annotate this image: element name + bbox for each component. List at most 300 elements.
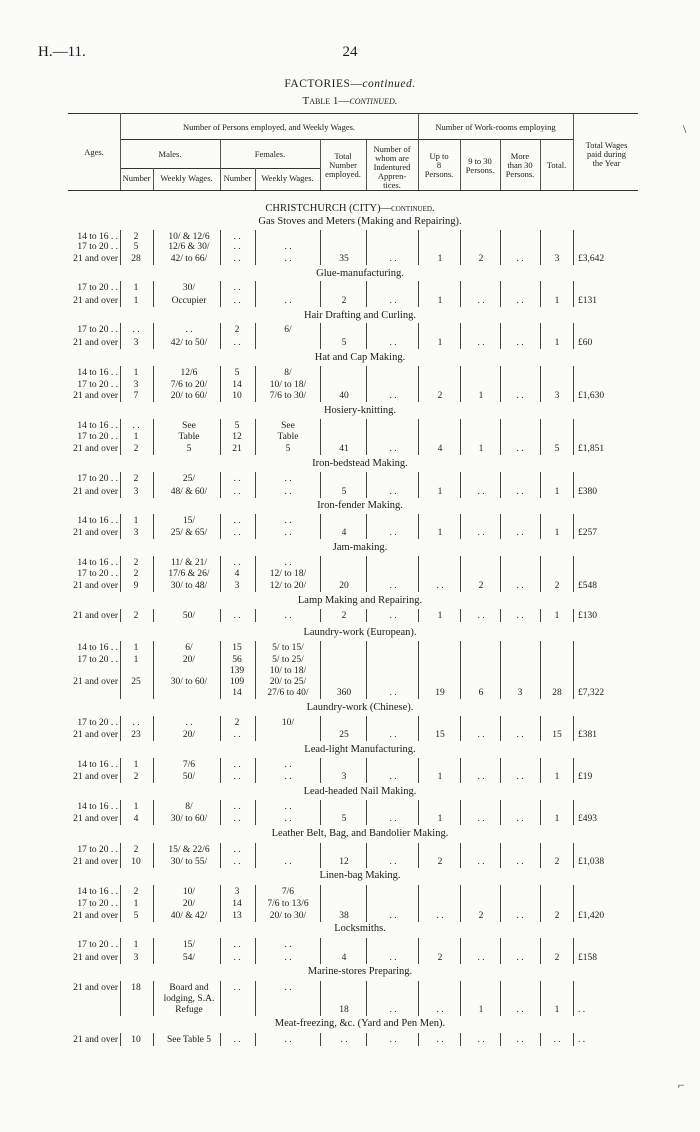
row-separator <box>460 609 461 622</box>
cell-m-wage: 5 <box>186 444 192 454</box>
cell-wages: £1,851 <box>578 444 605 454</box>
col-header-persons-group: Number of Persons employed, and Weekly Wages. <box>182 122 356 132</box>
row-separator <box>418 800 419 825</box>
row-separator <box>500 758 501 783</box>
cell-tot: 1 <box>554 772 560 782</box>
cell-n9-30: . . <box>477 953 485 963</box>
cell-m-wage: 7/6 to 20/ <box>170 380 208 390</box>
cell-ages: 21 and over <box>73 611 118 621</box>
row-separator <box>573 981 574 1016</box>
cell-up8: 4 <box>437 444 443 454</box>
row-separator <box>500 609 501 622</box>
row-separator <box>320 556 321 592</box>
cell-gt30: . . <box>516 1035 524 1045</box>
cell-m-num: 3 <box>133 380 139 390</box>
cell-n9-30: 1 <box>478 1005 484 1015</box>
cell-tot: 3 <box>554 254 560 264</box>
cell-f-num: . . <box>233 516 241 526</box>
cell-f-num: 2 <box>234 718 240 728</box>
row-separator <box>153 230 154 265</box>
cell-ages: 21 and over <box>73 911 118 921</box>
cell-f-wage: . . <box>284 1035 292 1045</box>
cell-ages: 14 to 16 . . <box>77 643 118 653</box>
cell-ages: 21 and over <box>73 983 118 993</box>
row-separator <box>220 281 221 307</box>
cell-ages: 17 to 20 . . <box>77 718 118 728</box>
row-separator <box>366 758 367 783</box>
cell-up8: 1 <box>437 611 443 621</box>
row-separator <box>320 1033 321 1046</box>
row-separator <box>220 230 221 265</box>
cell-up8: 1 <box>437 338 443 348</box>
cell-n9-30: 1 <box>478 444 484 454</box>
row-separator <box>366 843 367 868</box>
cell-m-num: 1 <box>133 432 139 442</box>
row-separator <box>320 366 321 402</box>
cell-m-num: 2 <box>133 887 139 897</box>
cell-up8: 1 <box>437 528 443 538</box>
cell-f-num: 5 <box>234 421 240 431</box>
row-separator <box>255 514 256 539</box>
row-separator <box>220 716 221 741</box>
row-separator <box>573 419 574 455</box>
cell-f-num: . . <box>233 983 241 993</box>
row-separator <box>120 843 121 868</box>
col-header-apprentices-line: tices. <box>383 180 401 190</box>
industry-title: Laundry-work (European). <box>303 627 417 638</box>
cell-f-num: . . <box>233 487 241 497</box>
row-separator <box>540 556 541 592</box>
row-separator <box>366 556 367 592</box>
cell-f-wage: 7/6 to 13/6 <box>267 899 309 909</box>
row-separator <box>153 556 154 592</box>
cell-m-num: 25 <box>131 677 141 687</box>
cell-tot: . . <box>553 1035 561 1045</box>
row-separator <box>220 514 221 539</box>
cell-gt30: 3 <box>517 688 523 698</box>
row-separator <box>500 514 501 539</box>
row-separator <box>120 514 121 539</box>
cell-m-num: . . <box>132 421 140 431</box>
cell-f-wage: . . <box>284 760 292 770</box>
row-separator <box>220 609 221 622</box>
cell-m-wage: Board and <box>169 983 209 993</box>
row-separator <box>153 281 154 307</box>
cell-n9-30: . . <box>477 1035 485 1045</box>
row-separator <box>573 281 574 307</box>
row-separator <box>153 609 154 622</box>
cell-gt30: . . <box>516 772 524 782</box>
cell-wages: . . <box>578 1005 586 1015</box>
row-separator <box>320 758 321 783</box>
row-separator <box>120 885 121 922</box>
cell-m-wage: 12/6 & 30/ <box>168 242 210 252</box>
row-separator <box>573 609 574 622</box>
cell-wages: £1,420 <box>578 911 605 921</box>
row-separator <box>573 1033 574 1046</box>
row-separator <box>460 843 461 868</box>
cell-ages: 21 and over <box>73 338 118 348</box>
row-separator <box>153 514 154 539</box>
row-separator <box>460 938 461 964</box>
cell-m-wage: 8/ <box>185 802 193 812</box>
industry-title: Iron-bedstead Making. <box>312 458 408 469</box>
row-separator <box>500 230 501 265</box>
row-separator <box>255 472 256 498</box>
cell-m-wage: 20/ <box>182 730 196 740</box>
row-separator <box>540 1033 541 1046</box>
title-main: FACTORIES— <box>284 78 363 90</box>
row-separator <box>460 1033 461 1046</box>
table-title <box>0 95 700 107</box>
cell-ages: 21 and over <box>73 296 118 306</box>
cell-f-num: . . <box>233 558 241 568</box>
col-header-more-than-30-line: More <box>510 151 530 161</box>
cell-f-num: 14 <box>232 899 242 909</box>
row-separator <box>255 323 256 349</box>
cell-m-num: 2 <box>133 611 139 621</box>
cell-appr: . . <box>389 528 397 538</box>
cell-ages: 17 to 20 . . <box>77 380 118 390</box>
cell-gt30: . . <box>516 254 524 264</box>
col-header-up-to-8 <box>418 152 460 179</box>
cell-m-num: 1 <box>133 940 139 950</box>
cell-m-num: 1 <box>133 655 139 665</box>
cell-f-wage: . . <box>284 983 292 993</box>
cell-m-num: 18 <box>131 983 141 993</box>
industry-title: Jam-making. <box>332 542 388 553</box>
cell-m-wage: Table <box>178 432 200 442</box>
cell-m-wage: 11/ & 21/ <box>170 558 208 568</box>
cell-f-wage: 12/ to 18/ <box>269 569 307 579</box>
row-separator <box>460 981 461 1016</box>
cell-m-wage: 42/ to 66/ <box>170 254 208 264</box>
row-separator <box>320 938 321 964</box>
cell-m-num: 2 <box>133 558 139 568</box>
row-separator <box>320 885 321 922</box>
cell-ages: 14 to 16 . . <box>77 232 118 242</box>
row-separator <box>460 419 461 455</box>
cell-f-num: . . <box>233 296 241 306</box>
cell-f-num: . . <box>233 528 241 538</box>
row-separator <box>366 323 367 349</box>
row-separator <box>153 885 154 922</box>
row-separator <box>255 419 256 455</box>
cell-m-num: 10 <box>131 1035 141 1045</box>
cell-f-num: 13 <box>232 911 242 921</box>
document-title <box>0 78 700 90</box>
cell-tot: 1 <box>554 338 560 348</box>
row-separator <box>500 938 501 964</box>
col-header-apprentices-line: Indentured <box>373 162 411 172</box>
row-separator <box>418 843 419 868</box>
cell-total: . . <box>340 1035 348 1045</box>
col-header-more-than-30-line: than 30 <box>507 160 533 170</box>
cell-up8: . . <box>436 581 444 591</box>
cell-f-num: 4 <box>234 569 240 579</box>
cell-f-num: . . <box>233 611 241 621</box>
row-separator <box>460 641 461 699</box>
row-separator <box>418 514 419 539</box>
cell-m-wage: 30/ to 48/ <box>170 581 208 591</box>
row-separator <box>320 230 321 265</box>
row-separator <box>460 472 461 498</box>
table-title-main: Table 1— <box>302 95 350 107</box>
cell-f-wage: . . <box>284 558 292 568</box>
row-separator <box>366 1033 367 1046</box>
row-separator <box>255 281 256 307</box>
row-separator <box>220 641 221 699</box>
col-header-9-to-30-line: Persons. <box>465 165 495 175</box>
row-separator <box>500 800 501 825</box>
cell-total: 4 <box>341 528 347 538</box>
col-header-male-wages: Weekly Wages. <box>160 173 213 183</box>
cell-m-num: 1 <box>133 802 139 812</box>
col-header-9-to-30-line: 9 to 30 <box>468 156 492 166</box>
row-separator <box>120 472 121 498</box>
cell-f-num: 14 <box>232 688 242 698</box>
cell-gt30: . . <box>516 611 524 621</box>
cell-m-wage: 6/ <box>185 643 193 653</box>
cell-f-wage: . . <box>284 254 292 264</box>
row-separator <box>418 230 419 265</box>
col-header-total-wages-line: Total Wages <box>585 140 628 150</box>
cell-m-wage: 15/ <box>182 940 196 950</box>
cell-n9-30: . . <box>477 338 485 348</box>
cell-m-num: 1 <box>133 283 139 293</box>
col-header-total-employed-line: Total <box>334 151 352 161</box>
cell-f-num: 15 <box>232 643 242 653</box>
cell-up8: 19 <box>435 688 445 698</box>
cell-m-wage: 30/ to 60/ <box>170 814 208 824</box>
row-separator <box>220 556 221 592</box>
cell-m-num: 10 <box>131 857 141 867</box>
cell-m-num: 5 <box>133 242 139 252</box>
persons-group-rule <box>120 139 418 140</box>
row-separator <box>153 716 154 741</box>
row-separator <box>418 281 419 307</box>
row-separator <box>120 366 121 402</box>
cell-ages: 21 and over <box>73 391 118 401</box>
row-separator <box>573 716 574 741</box>
row-separator <box>366 366 367 402</box>
row-separator <box>153 366 154 402</box>
row-separator <box>220 981 221 1016</box>
cell-up8: . . <box>436 1005 444 1015</box>
cell-f-wage: . . <box>284 940 292 950</box>
cell-m-wage: 15/ <box>182 516 196 526</box>
margin-mark-lower: ⌐ <box>678 1078 685 1092</box>
row-separator <box>460 281 461 307</box>
row-separator <box>255 938 256 964</box>
col-header-up-to-8-line: 8 <box>436 160 442 170</box>
cell-n9-30: 2 <box>478 254 484 264</box>
cell-appr: . . <box>389 296 397 306</box>
row-separator <box>366 514 367 539</box>
cell-m-num: 3 <box>133 528 139 538</box>
col-header-up-to-8-line: Persons. <box>424 169 454 179</box>
cell-ages: 21 and over <box>73 677 118 687</box>
row-separator <box>220 938 221 964</box>
row-separator <box>500 1033 501 1046</box>
row-separator <box>573 556 574 592</box>
row-separator <box>573 885 574 922</box>
cell-total: 5 <box>341 814 347 824</box>
row-separator <box>320 981 321 1016</box>
cell-ages: 14 to 16 . . <box>77 558 118 568</box>
row-separator <box>366 281 367 307</box>
row-separator <box>418 323 419 349</box>
row-separator <box>153 981 154 1016</box>
cell-up8: 2 <box>437 391 443 401</box>
cell-m-wage: See Table 5 <box>166 1035 211 1045</box>
rooms-group-rule <box>418 139 573 140</box>
cell-m-wage: 25/ & 65/ <box>170 528 208 538</box>
cell-m-wage: See <box>182 421 196 431</box>
row-separator <box>153 843 154 868</box>
industry-title: Hosiery-knitting. <box>323 405 397 416</box>
cell-appr: . . <box>389 338 397 348</box>
cell-f-num: 2 <box>234 325 240 335</box>
cell-gt30: . . <box>516 487 524 497</box>
row-separator <box>500 366 501 402</box>
row-separator <box>418 758 419 783</box>
cell-wages: £60 <box>578 338 593 348</box>
row-separator <box>320 514 321 539</box>
cell-appr: . . <box>389 581 397 591</box>
row-separator <box>540 885 541 922</box>
cell-appr: . . <box>389 814 397 824</box>
cell-n9-30: . . <box>477 487 485 497</box>
row-separator <box>540 843 541 868</box>
cell-m-wage: Refuge <box>175 1005 203 1015</box>
cell-ages: 21 and over <box>73 772 118 782</box>
row-separator <box>573 938 574 964</box>
row-separator <box>500 472 501 498</box>
cell-f-wage: . . <box>284 516 292 526</box>
row-separator <box>540 419 541 455</box>
row-separator <box>460 514 461 539</box>
cell-ages: 17 to 20 . . <box>77 474 118 484</box>
cell-wages: £130 <box>578 611 597 621</box>
series-reference: H.—11. <box>38 44 86 60</box>
cell-gt30: . . <box>516 730 524 740</box>
cell-total: 40 <box>339 391 349 401</box>
row-separator <box>153 800 154 825</box>
cell-m-wage: . . <box>185 718 193 728</box>
cell-tot: 15 <box>552 730 562 740</box>
cell-up8: 1 <box>437 772 443 782</box>
cell-total: 4 <box>341 953 347 963</box>
cell-gt30: . . <box>516 857 524 867</box>
cell-m-wage: Occupier <box>171 296 207 306</box>
cell-ages: 21 and over <box>73 730 118 740</box>
cell-f-num: . . <box>233 845 241 855</box>
industry-title: Locksmiths. <box>334 923 386 934</box>
row-separator <box>120 281 121 307</box>
row-separator <box>418 1033 419 1046</box>
cell-f-num: 10 <box>232 391 242 401</box>
cell-f-wage: . . <box>284 474 292 484</box>
row-separator <box>220 366 221 402</box>
cell-m-num: 1 <box>133 516 139 526</box>
cell-n9-30: 2 <box>478 911 484 921</box>
row-separator <box>418 556 419 592</box>
cell-f-num: . . <box>233 857 241 867</box>
row-separator <box>460 758 461 783</box>
row-separator <box>500 419 501 455</box>
cell-tot: 2 <box>554 953 560 963</box>
cell-n9-30: . . <box>477 611 485 621</box>
industry-title: Hair Drafting and Curling. <box>304 310 416 321</box>
row-separator <box>500 281 501 307</box>
cell-m-num: 2 <box>133 444 139 454</box>
col-header-total-wages <box>573 141 640 168</box>
cell-wages: £493 <box>578 814 597 824</box>
industry-title: Meat-freezing, &c. (Yard and Pen Men). <box>274 1018 446 1029</box>
row-separator <box>366 800 367 825</box>
cell-tot: 2 <box>554 911 560 921</box>
col-header-total-employed-line: employed. <box>325 169 361 179</box>
cell-m-wage: 50/ <box>182 772 196 782</box>
cell-up8: 2 <box>437 857 443 867</box>
cell-wages: £1,038 <box>578 857 605 867</box>
row-separator <box>418 885 419 922</box>
cell-wages: £3,642 <box>578 254 605 264</box>
cell-m-wage: 10/ & 12/6 <box>168 232 210 242</box>
row-separator <box>500 641 501 699</box>
cell-tot: 1 <box>554 528 560 538</box>
cell-m-wage: 42/ to 50/ <box>170 338 208 348</box>
cell-m-num: 2 <box>133 772 139 782</box>
row-separator <box>255 885 256 922</box>
cell-m-wage: 25/ <box>182 474 196 484</box>
row-separator <box>153 1033 154 1046</box>
col-header-apprentices-line: Appren- <box>377 171 407 181</box>
cell-up8: 1 <box>437 254 443 264</box>
cell-up8: 1 <box>437 487 443 497</box>
cell-m-wage: lodging, S.A. <box>163 994 215 1004</box>
cell-f-wage: 6/ <box>284 325 292 335</box>
cell-appr: . . <box>389 1035 397 1045</box>
cell-ages: 14 to 16 . . <box>77 887 118 897</box>
industry-title: Iron-fender Making. <box>317 500 403 511</box>
cell-f-wage: 10/ to 18/ <box>269 380 307 390</box>
row-separator <box>540 800 541 825</box>
cell-n9-30: . . <box>477 814 485 824</box>
cell-ages: 21 and over <box>73 487 118 497</box>
industry-title: Lead-headed Nail Making. <box>303 786 417 797</box>
industry-title: Laundry-work (Chinese). <box>306 702 414 713</box>
cell-m-num: 1 <box>133 296 139 306</box>
cell-f-num: . . <box>233 730 241 740</box>
cell-ages: 21 and over <box>73 857 118 867</box>
cell-appr: . . <box>389 391 397 401</box>
col-header-female-number: Number <box>223 173 252 183</box>
row-separator <box>320 843 321 868</box>
cell-m-wage: 7/6 <box>182 760 196 770</box>
col-header-ages: Ages. <box>84 147 104 157</box>
row-separator <box>366 981 367 1016</box>
cell-total: 2 <box>341 296 347 306</box>
cell-up8: 2 <box>437 953 443 963</box>
cell-f-wage: 10/ <box>281 718 295 728</box>
row-separator <box>540 758 541 783</box>
cell-up8: . . <box>436 1035 444 1045</box>
cell-tot: 2 <box>554 857 560 867</box>
cell-wages: £158 <box>578 953 597 963</box>
cell-ages: 14 to 16 . . <box>77 368 118 378</box>
